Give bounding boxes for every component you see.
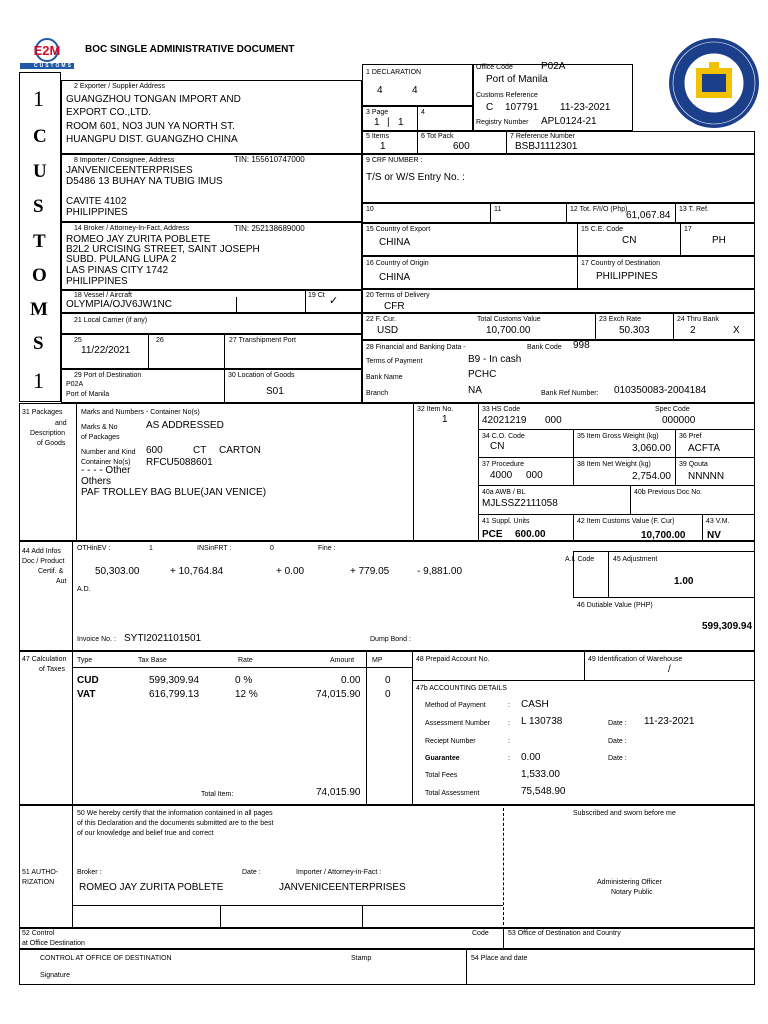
add-info-label-4: Aut (56, 578, 67, 585)
vm-label: 43 V.M. (706, 518, 730, 525)
side-letter-1: 1 (33, 86, 44, 111)
hs-code-value: 42021219 (482, 415, 527, 426)
tax-row-rate: 12 % (235, 689, 258, 700)
guarantee-value: 0.00 (521, 752, 541, 763)
calc-3: + 0.00 (276, 566, 305, 577)
accounting-details-label: 47b ACCOUNTING DETAILS (416, 685, 507, 692)
add-info-label-2: Doc / Product (22, 558, 65, 565)
export-country-label: 15 Country of Export (366, 226, 431, 233)
exch-rate-value: 50.303 (619, 325, 650, 336)
location-goods-value: S01 (266, 386, 284, 397)
office-code-label: Office Code (476, 64, 513, 71)
procedure-value: 4000 (490, 470, 513, 481)
crf-label: 9 CRF NUMBER : (366, 157, 423, 164)
control-label-1: 52 Control (22, 930, 55, 937)
ct-label: 19 Ct (308, 292, 325, 299)
box10-label: 10 (366, 206, 374, 213)
tot-pack-value: 600 (453, 141, 470, 152)
gross-weight-label: 35 Item Gross Weight (kg) (577, 433, 659, 440)
exporter-line4: HUANGPU DIST. GUANGZHO CHINA (66, 134, 238, 145)
prepaid-account-label: 48 Prepaid Account No. (416, 656, 490, 663)
vm-value: NV (707, 530, 721, 541)
of-packages-label: of Packages (81, 434, 120, 441)
guarantee-date-label: Date : (608, 755, 627, 762)
bank-name-label: Bank Name (366, 374, 403, 381)
control-section (19, 928, 755, 949)
assessment-number-label: Assessment Number (425, 720, 490, 727)
tax-row-amount: 0.00 (341, 675, 361, 686)
gross-weight-value: 3,060.00 (632, 443, 671, 454)
svg-text:E2M: E2M (33, 43, 61, 58)
ref-number-value: BSBJ1112301 (515, 141, 578, 152)
suppl-units-code: PCE (482, 529, 503, 540)
broker-sign-name: ROMEO JAY ZURITA POBLETE (79, 882, 224, 893)
location-goods-label: 30 Location of Goods (228, 372, 295, 379)
logo-customs-text: CUSTOMS (34, 63, 73, 69)
tax-head-rate: Rate (238, 657, 253, 664)
office-name: Port of Manila (486, 74, 548, 85)
tax-head-mp: MP (372, 657, 383, 664)
cert-line-2: of this Declaration and the documents submitted are to the best (77, 820, 274, 827)
port-dest-label: 29 Port of Destination (74, 372, 142, 379)
bank-ref-label: Bank Ref Number: (541, 390, 599, 397)
items-label: 5 Items (366, 133, 389, 140)
side-letter-s2: S (33, 333, 44, 354)
total-fees-label: Total Fees (425, 772, 458, 779)
side-letter-t: T (33, 231, 46, 252)
items-value: 1 (380, 141, 386, 152)
quota-value: NNNNN (688, 471, 725, 482)
spec-code-label: Spec Code (655, 406, 690, 413)
importer-sign-label: Importer / Attorney-in-Fact : (296, 869, 382, 876)
tax-row-base: 599,309.94 (149, 675, 200, 686)
warehouse-value: / (668, 664, 671, 675)
suppl-units-value: 600.00 (515, 529, 546, 540)
exporter-label: 2 Exporter / Supplier Address (74, 83, 166, 90)
hs-code-label: 33 HS Code (482, 406, 521, 413)
dutiable-value-label: 46 Dutiable Value (PHP) (577, 602, 653, 609)
box25-date: 11/22/2021 (81, 345, 131, 356)
box1-value2: 4 (412, 85, 418, 96)
method-payment-label: Method of Payment (425, 702, 486, 709)
calc-taxes-label-2: of Taxes (39, 666, 65, 673)
registry-number: APL0124-21 (541, 116, 597, 127)
total-fees-value: 1,533.00 (521, 769, 560, 780)
authorization-label-1: 51 AUTHO- (22, 869, 59, 876)
ad-label: A.D. (77, 586, 91, 593)
place-date-label: 54 Place and date (471, 955, 528, 962)
net-weight-value: 2,754.00 (632, 471, 671, 482)
importer-tin: TIN: 155610747000 (234, 155, 305, 164)
bank-label: 28 Financial and Banking Data - (366, 344, 466, 351)
importer-line2: D5486 13 BUHAY NA TUBIG IMUS (66, 176, 223, 187)
sworn-label: Subscribed and sworn before me (573, 810, 676, 817)
othinev-label: OTHinEV : (77, 545, 111, 552)
add-info-label-1: 44 Add Infos (22, 548, 61, 555)
item-no-label: 32 Item No. (417, 406, 454, 413)
side-letter-u: U (33, 161, 47, 182)
calc-5: - 9,881.00 (417, 566, 463, 577)
carton-value: CARTON (219, 445, 261, 456)
dutiable-value: 599,309.94 (702, 621, 753, 632)
suppl-units-label: 41 Suppl. Units (482, 518, 530, 525)
method-payment-value: CASH (521, 699, 549, 710)
customs-ref-num: 107791 (505, 102, 539, 113)
hs-code-suffix: 000 (545, 415, 562, 426)
office-code: P02A (541, 61, 566, 72)
bank-name-value: PCHC (468, 369, 497, 380)
marks-label: Marks & No (81, 424, 118, 431)
tax-row-base: 616,799.13 (149, 689, 200, 700)
box11-label: 11 (494, 206, 502, 213)
box17-label: 17 (684, 226, 692, 233)
calc-taxes-label-1: 47 Calculation (22, 656, 67, 663)
ct-value: CT (193, 445, 207, 456)
broker-label: 14 Broker / Attorney-In-Fact, Address (74, 225, 190, 232)
branch-value: NA (468, 385, 482, 396)
add-info-label-3: Certif. & (38, 568, 64, 575)
number-value: 600 (146, 445, 163, 456)
container-value: RFCU5088601 (146, 457, 213, 468)
customs-ref-date: 11-23-2021 (560, 102, 611, 113)
tax-row-rate: 0 % (235, 675, 253, 686)
exporter-line3: ROOM 601, NO3 JUN YA NORTH ST. (66, 121, 235, 132)
control-destination-label: CONTROL AT OFFICE OF DESTINATION (40, 955, 172, 962)
net-weight-label: 38 Item Net Weight (kg) (577, 461, 651, 468)
procedure-suffix: 000 (526, 470, 543, 481)
co-code-label: 34 C.O. Code (482, 433, 525, 440)
box25-label: 25 (74, 337, 82, 344)
bank-code-value: 998 (573, 340, 590, 351)
dump-bond-label: Dump Bond : (370, 636, 411, 643)
transhipment-label: 27 Transhipment Port (229, 337, 296, 344)
broker-line1: ROMEO JAY ZURITA POBLETE (66, 234, 211, 245)
origin-country-value: CHINA (379, 272, 411, 283)
total-item-value: 74,015.90 (316, 787, 361, 798)
tax-row-amount: 74,015.90 (316, 689, 361, 700)
registry-label: Registry Number (476, 119, 529, 126)
assessment-date-label: Date : (608, 720, 627, 727)
port-dest-name: Port of Manila (66, 391, 110, 398)
page-value1: 1 (374, 117, 380, 128)
side-letter-1b: 1 (33, 368, 44, 393)
export-country-value: CHINA (379, 237, 411, 248)
thru-bank-label: 24 Thru Bank (677, 316, 719, 323)
total-customs-value: 10,700.00 (486, 325, 531, 336)
calc-1: 50,303.00 (95, 566, 140, 577)
broker-tin: TIN: 252138689000 (234, 224, 305, 233)
page-sep: | (387, 117, 390, 128)
notary-public: Notary Public (611, 889, 653, 896)
importer-line3: CAVITE 4102 (66, 196, 127, 207)
vessel-label: 18 Vessel / Aircraft (74, 292, 132, 299)
box1-label: 1 DECLARATION (366, 69, 422, 76)
marks-value: AS ADDRESSED (146, 420, 224, 431)
broker-line3: SUBD. PULANG LUPA 2 (66, 254, 177, 265)
branch-label: Branch (366, 390, 389, 397)
ct-checkmark: ✓ (329, 295, 339, 307)
office-destination-label: 53 Office of Destination and Country (508, 930, 621, 937)
box17-value: PH (712, 235, 726, 246)
dest-country-label: 17 Country of Destination (581, 260, 660, 267)
page-value2: 1 (398, 117, 404, 128)
broker-line2: B2L2 URCISING STREET, SAINT JOSEPH (66, 244, 260, 255)
exporter-line2: EXPORT CO.,LTD. (66, 107, 152, 118)
insinfrt-value: 0 (270, 545, 274, 552)
receipt-number-colon: : (508, 738, 510, 745)
crf-entry-label: T/S or W/S Entry No. : (366, 172, 465, 183)
assessment-date-value: 11-23-2021 (644, 716, 695, 727)
calc-4: + 779.05 (350, 566, 390, 577)
exporter-line1: GUANGZHOU TONGAN IMPORT AND (66, 94, 241, 105)
terms-value: CFR (384, 301, 405, 312)
importer-line1: JANVENICEENTERPRISES (66, 165, 193, 176)
broker-line5: PHILIPPINES (66, 276, 128, 287)
assessment-number-colon: : (508, 720, 510, 727)
guarantee-colon: : (508, 755, 510, 762)
tax-row-type: VAT (77, 689, 96, 700)
side-letter-m: M (30, 299, 48, 320)
tot-fio-value: 61,067.84 (626, 210, 671, 221)
fine-label: Fine : (318, 545, 336, 552)
spec-code-value: 000000 (662, 415, 696, 426)
tax-row-type: CUD (77, 675, 99, 686)
tot-pack-label: 6 Tot Pack (421, 133, 454, 140)
terms-label: 20 Terms of Delivery (366, 292, 430, 299)
guarantee-label: Guarantee (425, 755, 460, 762)
terms-payment-label: Terms of Payment (366, 358, 423, 365)
calc-2: + 10,764.84 (170, 566, 224, 577)
receipt-date-label: Date : (608, 738, 627, 745)
box26-label: 26 (156, 337, 164, 344)
prev-doc-label: 40b Previous Doc No. (634, 489, 703, 496)
ce-code-value: CN (622, 235, 637, 246)
item-no-value: 1 (442, 414, 448, 425)
cert-line-3: of our knowledge and belief true and correct (77, 830, 214, 837)
container-label: Container No(s) (81, 459, 131, 466)
packages-label-3: Description (30, 430, 66, 437)
t-ref-label: 13 T. Ref. (679, 206, 709, 213)
packages-label-4: of Goods (37, 440, 66, 447)
stamp-label: Stamp (351, 955, 372, 962)
bank-code-label: Bank Code (527, 344, 562, 351)
thru-bank-value: 2 (690, 325, 696, 336)
administering-officer: Administering Officer (597, 879, 662, 886)
total-assessment-label: Total Assessment (425, 790, 480, 797)
awb-label: 40a AWB / BL (482, 489, 526, 496)
assessment-number-value: L 130738 (521, 716, 563, 727)
tax-head-amount: Amount (330, 657, 355, 664)
bureau-seal (664, 36, 764, 130)
othinev-value: 1 (149, 545, 153, 552)
total-customs-value-label: Total Customs Value (477, 316, 541, 323)
customs-ref-c: C (486, 102, 494, 113)
pref-label: 36 Pref (679, 433, 702, 440)
box4-label: 4 (421, 109, 425, 116)
bank-ref-value: 010350083-2004184 (614, 385, 707, 396)
awb-value: MJLSSZ2111058 (482, 498, 558, 509)
packages-label-2: and (55, 420, 67, 427)
packages-label-1: 31 Packages (22, 409, 63, 416)
authorization-label-2: RIZATION (22, 879, 55, 886)
cert-line-1: 50 We hereby certify that the information contained in all pages (77, 810, 273, 817)
procedure-label: 37 Procedure (482, 461, 525, 468)
exch-rate-label: 23 Exch Rate (599, 316, 642, 323)
side-letter-s: S (33, 196, 44, 217)
customs-ref-label: Customs Reference (476, 92, 538, 99)
warehouse-label: 49 Identification of Warehouse (588, 656, 683, 663)
invoice-label: Invoice No. : (77, 636, 116, 643)
origin-country-label: 16 Country of Origin (366, 260, 429, 267)
item-customs-value: 10,700.00 (641, 530, 686, 541)
currency-value: USD (377, 325, 399, 336)
importer-sign-name: JANVENICEENTERPRISES (279, 882, 406, 893)
method-payment-colon: : (508, 702, 510, 709)
control-label-2: at Office Destination (22, 940, 85, 947)
quota-label: 39 Qouta (679, 461, 708, 468)
broker-sign-label: Broker : (77, 869, 102, 876)
document-title: BOC SINGLE ADMINISTRATIVE DOCUMENT (85, 44, 295, 55)
dest-country-value: PHILIPPINES (596, 271, 658, 282)
currency-label: 22 F. Cur. (366, 316, 396, 323)
other-line: - - - - Other (81, 465, 131, 476)
number-kind-label: Number and Kind (81, 449, 136, 456)
carrier-label: 21 Local Carrier (if any) (74, 317, 148, 324)
adjustment-label: 45 Adjustment (613, 556, 658, 563)
goods-description: PAF TROLLEY BAG BLUE(JAN VENICE) (81, 487, 267, 498)
marks-head: Marks and Numbers - Container No(s) (81, 409, 200, 416)
total-assessment-value: 75,548.90 (521, 786, 566, 797)
signature-label: Signature (40, 972, 70, 979)
tax-row-mp: 0 (385, 675, 391, 686)
ai-code-label: A.I. Code (565, 556, 595, 563)
insinfrt-label: INSinFRT : (197, 545, 232, 552)
broker-line4: LAS PINAS CITY 1742 (66, 265, 169, 276)
pref-value: ACFTA (688, 443, 721, 454)
tax-head-type: Type (77, 657, 93, 664)
co-code-value: CN (490, 441, 505, 452)
cert-date-label: Date : (242, 869, 261, 876)
terms-payment-value: B9 - In cash (468, 354, 522, 365)
importer-label: 8 Importer / Consignee, Address (74, 157, 175, 164)
ref-number-label: 7 Reference Number (510, 133, 575, 140)
tax-row-mp: 0 (385, 689, 391, 700)
code-label: Code (472, 930, 489, 937)
ce-code-label: 15 C.E. Code (581, 226, 624, 233)
vessel-value: OLYMPIA/OJV6JW1NC (66, 299, 172, 310)
adjustment-value: 1.00 (674, 576, 694, 587)
box1-value1: 4 (377, 85, 383, 96)
side-letter-c: C (33, 126, 47, 147)
receipt-number-label: Reciept Number (425, 738, 476, 745)
side-letter-o: O (32, 265, 47, 286)
invoice-value: SYTI2021101501 (124, 633, 202, 644)
others-line: Others (81, 476, 112, 487)
tax-head-base: Tax Base (138, 657, 167, 664)
tot-fio-label: 12 Tot. F/I/O (Php) (570, 206, 628, 213)
importer-line4: PHILIPPINES (66, 207, 128, 218)
thru-bank-x: X (733, 325, 740, 336)
item-customs-value-label: 42 Item Customs Value (F. Cur) (577, 518, 675, 525)
page-label: 3 Page (366, 109, 389, 116)
total-item-label: Total Item: (201, 791, 234, 798)
port-dest-code: P02A (66, 381, 84, 388)
